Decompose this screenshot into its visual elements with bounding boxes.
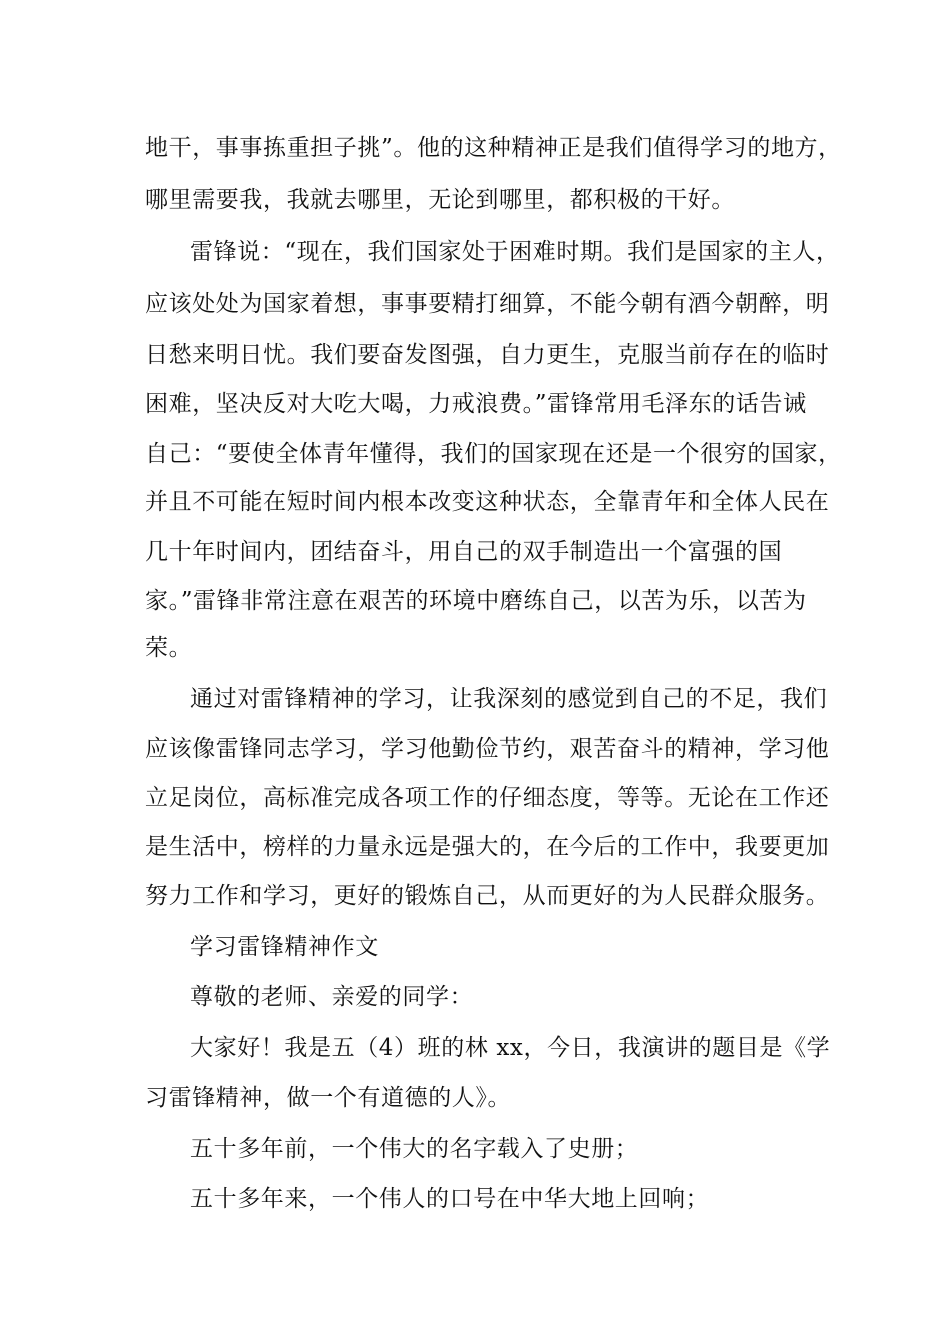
text-line: 自己：“要使全体青年懂得，我们的国家现在还是一个很穷的国家， [145,441,842,467]
paragraph-start-line: 大家好！我是五（4）班的林 xx，今日，我演讲的题目是《学 [190,1035,831,1061]
paragraph-start-line: 五十多年前，一个伟大的名字载入了史册； [190,1136,639,1162]
text-line: 努力工作和学习，更好的锻炼自己，从而更好的为人民群众服务。 [145,883,830,909]
text-line: 应该处处为国家着想，事事要精打细算，不能今朝有酒今朝醉，明 [145,291,830,317]
paragraph-start-line: 雷锋说：“现在，我们国家处于困难时期。我们是国家的主人， [190,239,840,265]
text-line: 几十年时间内，团结奋斗，用自己的双手制造出一个富强的国 [145,539,783,565]
salutation: 尊敬的老师、亲爱的同学： [190,984,474,1010]
text-line: 家。”雷锋非常注意在艰苦的环境中磨练自己，以苦为乐，以苦为 [145,588,807,614]
text-line: 荣。 [145,635,193,661]
text-line: 地干，事事拣重担子挑”。他的这种精神正是我们值得学习的地方， [145,135,842,161]
text-line: 习雷锋精神，做一个有道德的人》。 [145,1085,512,1111]
text-line: 哪里需要我，我就去哪里，无论到哪里，都积极的干好。 [145,187,735,213]
text-line: 日愁来明日忧。我们要奋发图强，自力更生，克服当前存在的临时 [145,342,830,368]
text-line: 并且不可能在短时间内根本改变这种状态，全靠青年和全体人民在 [145,489,830,515]
paragraph-start-line: 通过对雷锋精神的学习，让我深刻的感觉到自己的不足，我们 [190,686,828,712]
text-line: 应该像雷锋同志学习，学习他勤俭节约，艰苦奋斗的精神，学习他 [145,736,830,762]
paragraph-start-line: 五十多年来，一个伟人的口号在中华大地上回响； [190,1186,710,1212]
essay-title: 学习雷锋精神作文 [190,934,379,960]
text-line: 是生活中，榜样的力量永远是强大的，在今后的工作中，我要更加 [145,834,830,860]
text-line: 立足岗位，高标准完成各项工作的仔细态度，等等。无论在工作还 [145,785,830,811]
text-line: 困难，坚决反对大吃大喝，力戒浪费。”雷锋常用毛泽东的话告诫 [145,391,807,417]
